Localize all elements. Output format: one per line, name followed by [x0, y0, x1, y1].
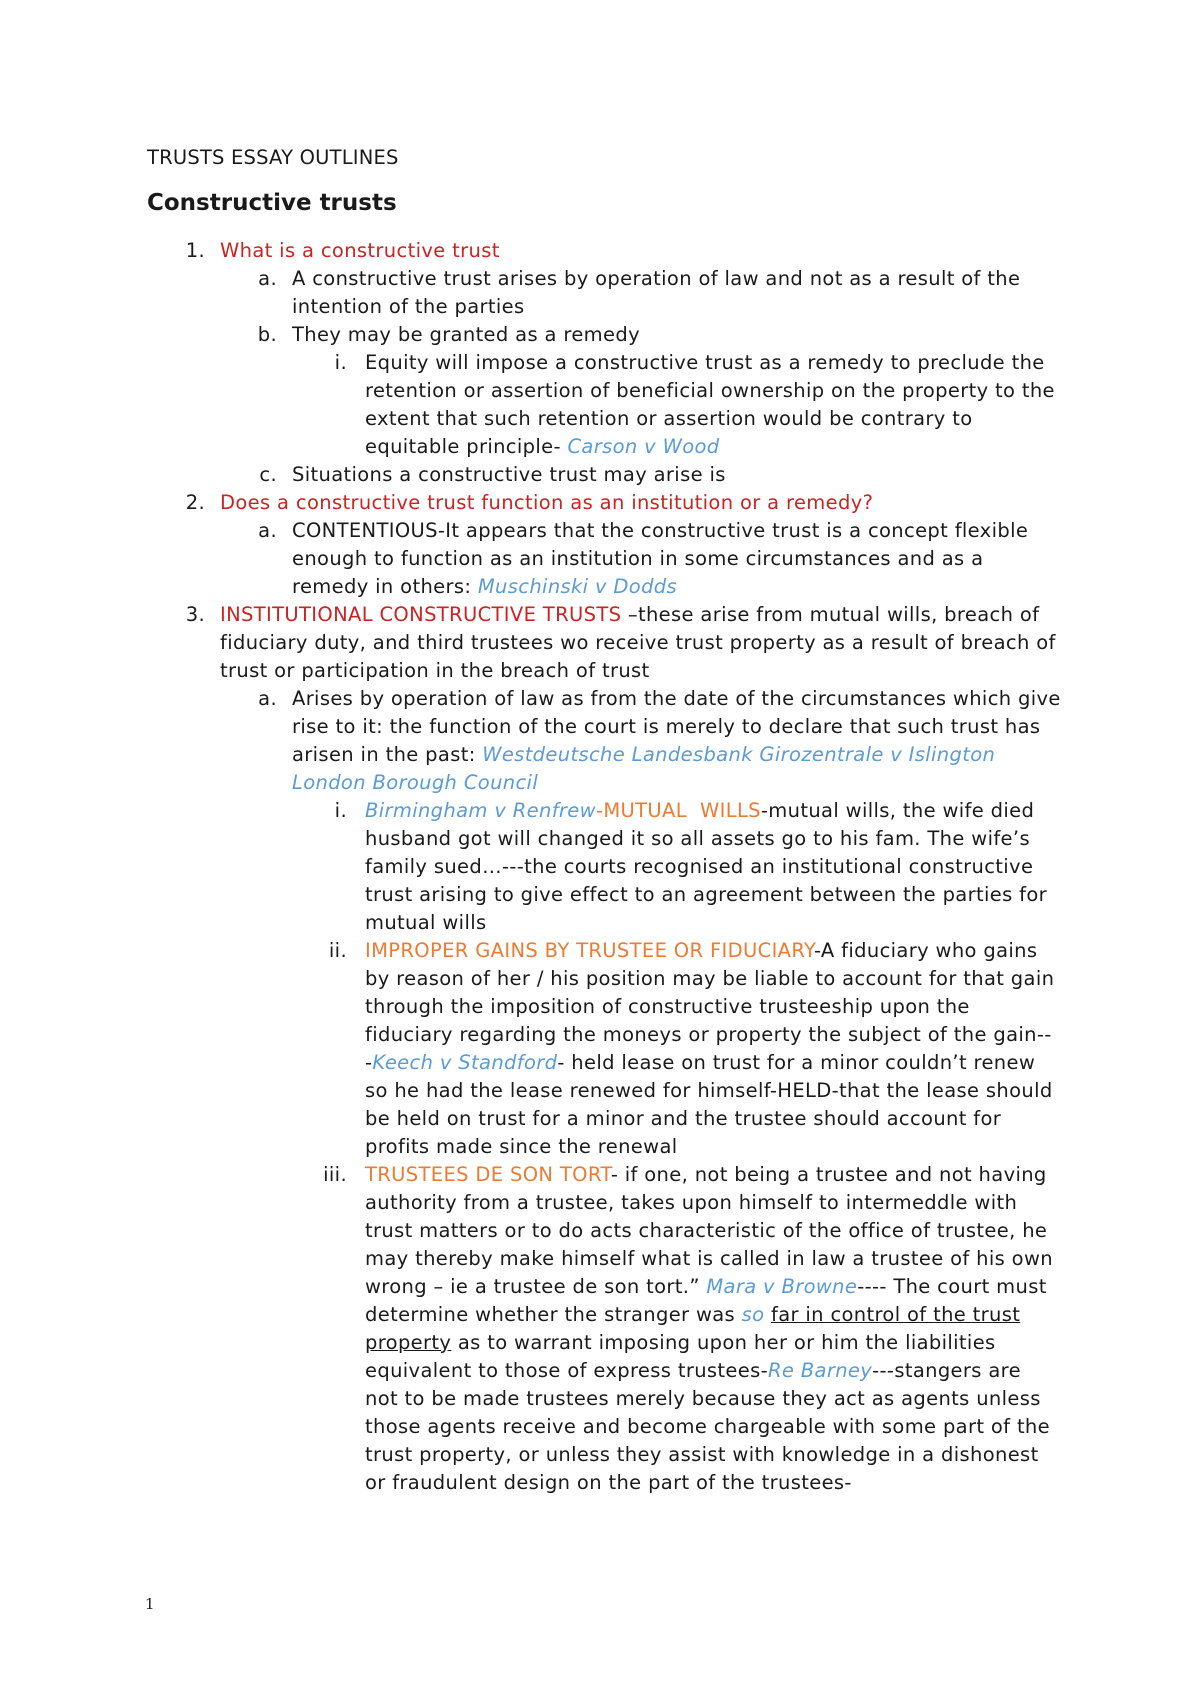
outline-body: [147, 237, 1077, 1497]
list-marker: 2.: [185, 491, 205, 514]
item-text-continued: as to warrant imposing upon her or him the liabilities equivalent to those of express trustees-: [365, 1331, 996, 1382]
list-marker: a.: [258, 267, 277, 290]
item-text-continued: - held lease on trust for a minor couldn’t renew so he had the lease renewed for himself-HELD-that the lease should be held on trust for a minor and the trustee should account for profits made since the renewal: [365, 1051, 1053, 1158]
item-heading: TRUSTEES DE SON TORT: [365, 1163, 611, 1186]
outline-item-3a: [147, 685, 1077, 797]
outline-item-1b: [147, 321, 1077, 349]
outline-item-1b-i: [147, 349, 1077, 461]
list-marker: a.: [258, 687, 277, 710]
item-heading: MUTUAL WILLS: [603, 799, 761, 822]
case-citation: Carson v Wood: [567, 435, 720, 458]
item-text: - if one, not being a trustee and not having authority from a trustee, takes upon himself to intermeddle with trust matters or to do acts characteristic of the office of trustee, he may thereby make himself what is called in law a trustee of his own wrong – ie a trustee de son tort.”: [365, 1163, 1053, 1298]
case-citation: Muschinski v Dodds: [477, 575, 678, 598]
separator: -: [595, 799, 604, 822]
outline-item-2a: [147, 517, 1077, 601]
list-marker: a.: [258, 519, 277, 542]
item-text: Equity will impose a constructive trust as a remedy to preclude the retention or assertion of beneficial ownership on the property to the extent that such retention or assertion would be contrary to equitable principle-: [365, 351, 1055, 458]
item-text: A constructive trust arises by operation of law and not as a result of the intention of the parties: [292, 267, 1021, 318]
list-marker: 1.: [185, 239, 205, 262]
section-heading: Constructive trusts: [147, 190, 397, 216]
item-text: They may be granted as a remedy: [292, 323, 640, 346]
outline-item-2: [147, 489, 1077, 517]
case-citation: Mara v Browne: [706, 1275, 858, 1298]
list-marker: b.: [257, 323, 277, 346]
item-text: Arises by operation of law as from the date of the circumstances which give rise to it: the function of the court is merely to declare that such trust has arisen in the past:: [292, 687, 1061, 766]
outline-item-1a: [147, 265, 1077, 321]
item-heading: INSTITUTIONAL CONSTRUCTIVE TRUSTS: [220, 603, 622, 626]
outline-item-3: [147, 601, 1077, 685]
item-text: -A fiduciary who gains by reason of her / his position may be liable to account for that gain through the imposition of constructive trusteeship upon the fiduciary regarding the moneys or property the subject of the gain---: [365, 939, 1055, 1074]
list-marker: 3.: [185, 603, 205, 626]
item-heading: Does a constructive trust function as an institution or a remedy?: [220, 491, 874, 514]
item-text: Situations a constructive trust may arise is: [292, 463, 726, 486]
list-marker: c.: [259, 463, 277, 486]
outline-item-1: [147, 237, 1077, 265]
list-marker: iii.: [323, 1163, 347, 1186]
item-text-continued: ---- The court must determine whether the stranger was: [365, 1275, 1047, 1326]
item-text: CONTENTIOUS-It appears that the constructive trust is a concept flexible enough to function as an institution in some circumstances and as a remedy in others:: [292, 519, 1029, 598]
outline-item-3a-iii: [147, 1161, 1077, 1497]
item-text-continued: ---stangers are not to be made trustees merely because they act as agents unless those agents receive and become chargeable with some part of the trust property, or unless they assist with knowledge in a dishonest or fraudulent design on the part of the trustees-: [365, 1359, 1050, 1494]
list-marker: i.: [334, 799, 347, 822]
highlight-word: so: [741, 1303, 765, 1326]
outline-item-1c: [147, 461, 1077, 489]
case-citation: Re Barney: [768, 1359, 873, 1382]
list-marker: i.: [334, 351, 347, 374]
list-marker: ii.: [328, 939, 347, 962]
case-citation: Keech v Standford: [372, 1051, 558, 1074]
item-text: –these arise from mutual wills, breach of fiduciary duty, and third trustees wo receive trust property as a result of breach of trust or participation in the breach of trust: [220, 603, 1056, 682]
item-heading: What is a constructive trust: [220, 239, 500, 262]
item-text: -mutual wills, the wife died husband got will changed it so all assets go to his fam. The wife’s family sued…---the courts recognised an institutional constructive trust arising to give effect to an agreement between the parties for mutual wills: [365, 799, 1048, 934]
outline-item-3a-i: [147, 797, 1077, 937]
case-citation: Birmingham v Renfrew: [365, 799, 596, 822]
item-heading: IMPROPER GAINS BY TRUSTEE OR FIDUCIARY: [365, 939, 814, 962]
outline-item-3a-ii: [147, 937, 1077, 1161]
page-number: 1: [145, 1595, 155, 1613]
document-title: TRUSTS ESSAY OUTLINES: [147, 146, 399, 169]
case-citation: Westdeutsche Landesbank Girozentrale v Islington London Borough Council: [292, 743, 996, 794]
underlined-phrase: far in control of the trust property: [365, 1303, 1021, 1354]
